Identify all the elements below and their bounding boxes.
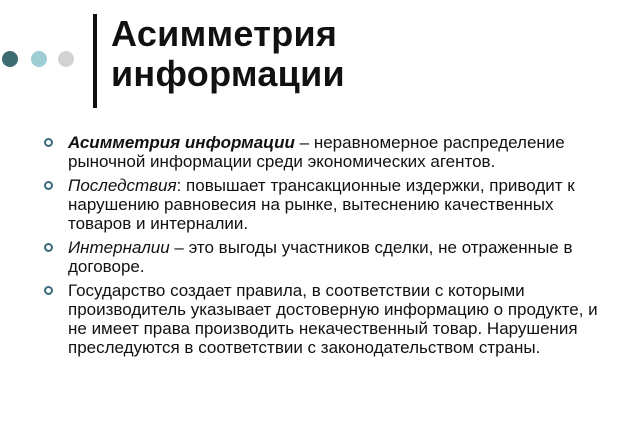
bullet-body: Государство создает правила, в соответствии с которыми производитель указывает достоверную информацию о продукте, и не имеет права производить некачественный товар. Нарушения преследуются в соответствии с законодательством страны. (68, 281, 598, 357)
bullet-term: Последствия (68, 176, 177, 195)
slide-title-line-1: Асимметрия (111, 13, 338, 54)
bullet-text (68, 133, 614, 171)
dark-teal-dot-icon (2, 51, 18, 67)
bullet-text (68, 176, 614, 233)
slide-title-line-2: информации (111, 53, 345, 94)
ring-bullet-icon (44, 181, 53, 190)
bullet-body: : повышает трансакционные издержки, приводит к нарушению равновесия на рынке, вытеснению качественных товаров и интерналии. (68, 176, 575, 233)
bullet-item-state (44, 281, 614, 357)
light-teal-dot-icon (31, 51, 47, 67)
bullet-text (68, 238, 614, 276)
bullet-item-asymmetry (44, 133, 614, 171)
ring-bullet-icon (44, 138, 53, 147)
bullet-term: Интерналии (68, 238, 170, 257)
bullet-list (44, 133, 614, 362)
bullet-body: – это выгоды участников сделки, не отраженные в договоре. (68, 238, 573, 276)
bullet-body: – неравномерное распределение рыночной информации среди экономических агентов. (68, 133, 565, 171)
ring-bullet-icon (44, 286, 53, 295)
title-divider-bar (93, 14, 97, 108)
ring-bullet-icon (44, 243, 53, 252)
grey-dot-icon (58, 51, 74, 67)
slide-title (111, 14, 581, 94)
bullet-item-consequences (44, 176, 614, 233)
bullet-text (68, 281, 614, 357)
bullet-item-internalities (44, 238, 614, 276)
bullet-term: Асимметрия информации (68, 133, 295, 152)
